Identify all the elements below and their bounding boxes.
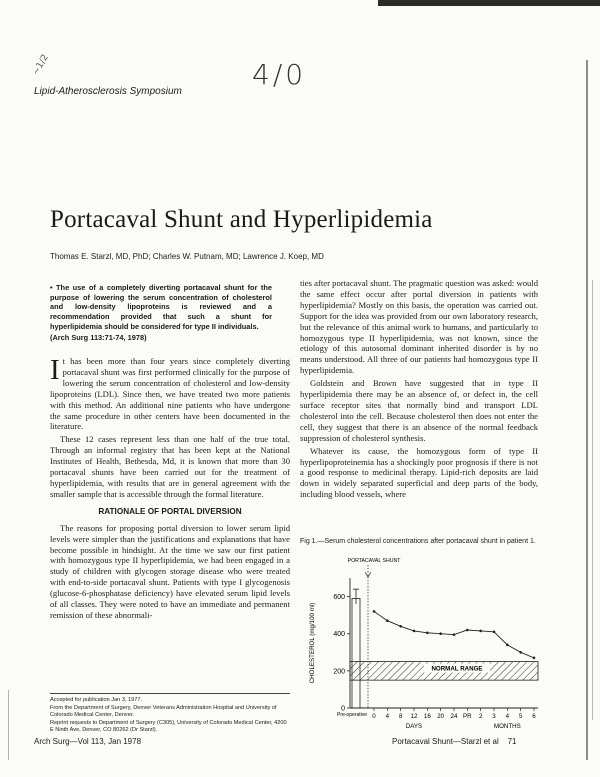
cholesterol-chart [300, 556, 545, 731]
scan-top-bar [378, 0, 600, 6]
symposium-label: Lipid-Atherosclerosis Symposium [34, 86, 182, 97]
margin-handwriting: ~1/2 [31, 52, 51, 78]
figure-caption: Fig 1.—Serum cholesterol concentrations after portacaval shunt in patient 1. [300, 538, 536, 545]
abstract [50, 283, 272, 342]
x-tick-label: 5 [518, 713, 523, 720]
x-tick-label: 2 [478, 713, 483, 720]
data-point [439, 632, 442, 635]
handwritten-page-note: 4/0 [252, 58, 307, 91]
data-point [506, 644, 509, 647]
x-tick-label: 4 [505, 713, 510, 720]
x-tick-label: 4 [385, 713, 390, 720]
y-tick-label: 200 [333, 668, 345, 676]
y-axis-label: CHOLESTEROL (mg/100 ml) [309, 602, 316, 684]
data-point [466, 629, 469, 632]
footnote-reprint: Reprint requests to Department of Surgery (C305), University of Colorado Medical Center, 4200 E Ninth Ave, Denver, CO 80262 (Dr Starzl). [50, 720, 287, 733]
body-paragraph: These 12 cases represent less than one half of the true total. Through an informal registry that has been kept at the National Institutes of Health, Bethesda, Md, it is known that more than 30 portacaval shunts have been carried out for the treatment of hyperlipidemia, with results that are in general agreement with the smaller sample that is accessible through the formal literature. [50, 434, 290, 499]
section-heading: RATIONALE OF PORTAL DIVERSION [98, 506, 242, 516]
x-tick-label: 20 [437, 713, 445, 720]
abstract-text: • The use of a completely diverting portacaval shunt for the purpose of lowering the serum concentration of cholesterol and low-density lipoproteins is reviewed and a recommendation provided that such a shunt for hyperlipidemia should be considered for type II individuals. [50, 283, 272, 331]
body-paragraph: ties after portacaval shunt. The pragmatic question was asked: would the same effect occur after portal diversion in patients with hyperlipidemia? Mostly on this basis, the operation was carried out. Support for the idea was provided from our own laboratory research, but the relevance of this animal work to humans, and particularly to homozygous type II hyperlipidemia, was not known, since the etiology of this autosomal dominant inherited disorder is by no means understood. All three of our patients had homozygous type II hyperlipidemia. [300, 278, 538, 376]
x-axis-label-days: DAYS [405, 723, 423, 730]
body-paragraph: Whatever its cause, the homozygous form of type II hyperlipoproteinemia has a shockingly poor prognosis if there is not a good response to medicinal therapy. Lipid-rich deposits are laid down in widely separated superficial and deep parts of the body, including blood vessels, where [300, 445, 538, 500]
footer-running-title [392, 737, 517, 746]
data-point [479, 630, 482, 633]
body-paragraph: The reasons for proposing portal diversion to lower serum lipid levels were simpler than the justifications and explanations that have become possible in hindsight. At the time we saw our first patient with homozygous type II hyperlipidemia, we had been engaged in a study of children with glycogen storage disease who were treated with end-to-side portacaval shunt. Patients with type I glycogenosis (glucose-6-phosphatase deficiency) have elevated serum lipid levels of all classes. They were noted to have an immediate and permanent remission of these abnormali- [50, 522, 290, 620]
article-authors: Thomas E. Starzl, MD, PhD; Charles W. Putnam, MD; Lawrence J. Koep, MD [50, 252, 324, 261]
x-tick-label: 16 [423, 713, 431, 720]
right-column [300, 278, 538, 502]
left-column [50, 356, 290, 623]
scan-edge-line [8, 690, 9, 760]
y-tick-label: 0 [341, 705, 345, 713]
footer-title: Portacaval Shunt—Starzl et al [392, 737, 499, 746]
abstract-citation: (Arch Surg 113:71-74, 1978) [50, 332, 147, 342]
x-tick-label: PR [463, 713, 472, 720]
y-tick-label: 400 [333, 631, 345, 639]
y-tick-label: 600 [333, 594, 345, 602]
x-tick-label: 0 [372, 713, 376, 720]
preop-label: Pre-operative [336, 712, 368, 718]
footnote-accepted: Accepted for publication Jan 3, 1977. [50, 697, 143, 703]
scan-edge-line [592, 280, 593, 720]
preop-bar [352, 598, 360, 708]
scan-edge-line [586, 60, 588, 760]
drop-cap: I [50, 354, 60, 386]
data-point [493, 631, 496, 634]
x-tick-label: 8 [398, 713, 403, 720]
data-point [453, 633, 456, 636]
x-tick-label: 6 [532, 713, 536, 720]
data-point [426, 631, 429, 634]
data-point [519, 651, 522, 654]
intro-text: t has been more than four years since completely diverting portacaval shunt was first performed clinically for the purpose of lowering the serum concentration of cholesterol and low-density lipoproteins (LDL). Since then, we have treated two more patients with this method. An additional nine patients who have undergone the same procedure in other centers have been documented in the literature. [50, 356, 290, 432]
footer-journal: Arch Surg—Vol 113, Jan 1978 [34, 737, 142, 746]
body-paragraph: Goldstein and Brown have suggested that in type II hyperlipidemia there may be an absence of, or defect in, the cell surface receptor sites that normally bind and transport LDL cholesterol into the cell. Because cholesterol then does not enter the cell, they suggest that there is an absence of the normal feedback suppression of cholesterol synthesis. [300, 378, 538, 443]
article-title: Portacaval Shunt and Hyperlipidemia [50, 206, 433, 233]
x-tick-label: 12 [410, 713, 418, 720]
footnote-affiliation: From the Department of Surgery, Denver Veterans Administration Hospital and University of Colorado Medical Center, Denver. [50, 705, 277, 718]
data-point [399, 625, 402, 628]
shunt-annotation: PORTACAVAL SHUNT [347, 558, 401, 564]
intro-paragraph [50, 356, 290, 432]
x-tick-label: 24 [450, 713, 458, 720]
normal-range-label: NORMAL RANGE [431, 665, 483, 673]
data-point [373, 610, 376, 613]
data-point [413, 630, 416, 633]
footnotes [50, 693, 290, 735]
x-tick-label: 3 [492, 713, 496, 720]
x-axis-label-months: MONTHS [493, 723, 521, 730]
data-point [386, 619, 389, 622]
data-point [533, 657, 536, 660]
page-number: 71 [507, 737, 517, 746]
